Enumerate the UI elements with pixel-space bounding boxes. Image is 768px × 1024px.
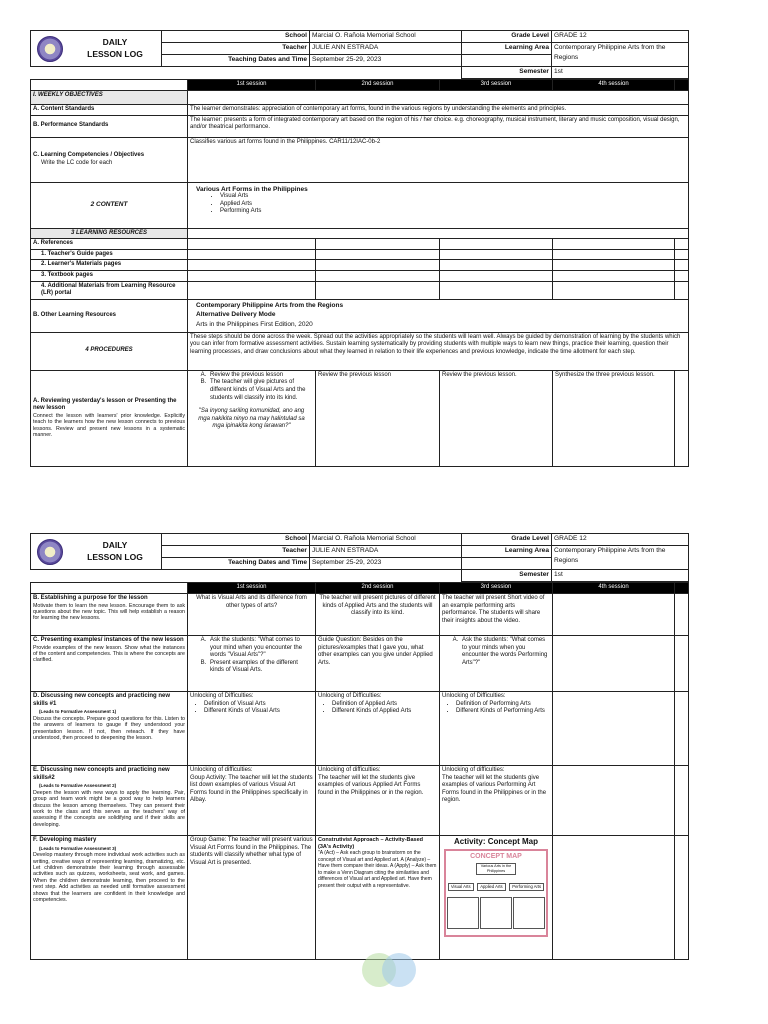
examples-cell: [31, 636, 188, 692]
reviewing-s1-quote: "Sa inyong sariling komunidad, ano ang mga nakikita ninyo na may halintulad sa mga ipinakita kong larawan?": [198, 408, 305, 430]
semester-label: Semester: [462, 570, 552, 582]
semester-value: 1st: [552, 67, 689, 79]
session-1-header: 1st session: [188, 583, 316, 594]
discuss2-desc: Deepen the lesson with new ways to apply the learning. Pair, group and team work might be a good way to help learners discuss the lesson among themselves. They can present their work to the class and this serves as the teachers' way of assessing if the concepts are solidifying and if their skills are developing.: [33, 789, 185, 828]
mastery-session-2: [316, 836, 440, 960]
discuss2-label: E. Discussing new concepts and practicing new skills#2: [33, 767, 170, 781]
mastery-session-1: Group Game: The teacher will present various Visual Art Forms found in the Philippines. The students will classify whether what type of Visual Art is presented.: [188, 836, 316, 960]
other-resource-1: Contemporary Philippine Arts from the Regions: [196, 301, 344, 309]
discuss2-session-1: [188, 766, 316, 836]
discuss1-s3-item: • Definition of Performing Arts: [456, 701, 550, 709]
reviewing-session-2: Review the previous lesson: [316, 370, 440, 466]
dates-label: Teaching Dates and Time: [162, 55, 310, 67]
concept-map-title: CONCEPT MAP: [470, 853, 522, 860]
semester-label: Semester: [462, 67, 552, 79]
ref-lm-label: 2. Learner's Materials pages: [31, 260, 188, 271]
session-1-header: 1st session: [188, 80, 316, 91]
mastery-session-3: [440, 836, 553, 960]
weekly-objectives-heading: I. WEEKLY OBJECTIVES: [31, 91, 188, 105]
other-resource-3: Arts in the Philippines First Edition, 2020: [196, 320, 313, 328]
reviewing-label: A. Reviewing yesterday's lesson or Presenting the new lesson: [33, 397, 177, 412]
concept-box: [480, 897, 512, 929]
dates-label: Teaching Dates and Time: [162, 558, 310, 570]
header-table: [30, 30, 689, 79]
references-label: A. References: [31, 239, 188, 250]
concept-box: [513, 897, 545, 929]
discuss2-s1-text: Goup Activity: The teacher will let the students list down examples of various Visual Art Forms found in the Philippines specifically in Albay.: [190, 774, 313, 804]
mastery-desc: Develop mastery through more individual work activities such as writing, creative ways of representing learning, dramatizing, etc. Let children demonstrate their learning through assessable activities such as quizzes, worksheets, seat work, and games. When the children demonstrate learning, then proceed to the next step. Add activities as needed until formative assessment shows that the learners are confident in their knowledge and competencies.: [33, 852, 185, 904]
procedures-label: 4 PROCEDURES: [31, 332, 188, 370]
discuss1-session-3: [440, 692, 553, 766]
discuss1-s1-item: • Different Kinds of Visual Arts: [204, 708, 313, 716]
concept-node: Applied Arts: [477, 883, 505, 891]
title-line1: DAILY: [102, 36, 128, 47]
examples-desc: Provide examples of the new lesson. Show what the instances of the content and competencies. This is where the concepts are clarified.: [33, 644, 185, 664]
purpose-session-1: What is Visual Arts and its difference from other types of arts?: [188, 594, 316, 636]
ref-lr-label: 4. Additional Materials from Learning Resource (LR) portal: [31, 281, 188, 299]
discuss2-s3-head: Unlocking of difficulties:: [442, 767, 505, 773]
teacher-value: JULIE ANN ESTRADA: [310, 43, 462, 55]
school-value: Marcial O. Rañola Memorial School: [310, 31, 462, 43]
title-line2: LESSON LOG: [87, 48, 143, 59]
session-2-header: 2nd session: [316, 80, 440, 91]
discuss2-sub: (Leads to Formative Assessment 2): [39, 783, 117, 789]
content-title: Various Art Forms in the Philippines: [196, 185, 308, 193]
learning-resources-heading: 3 LEARNING RESOURCES: [31, 228, 188, 239]
content-standards-label: A. Content Standards: [31, 105, 188, 116]
title-line1: DAILY: [102, 539, 128, 550]
semester-value: 1st: [552, 570, 689, 582]
blue-circle-icon: [382, 953, 416, 987]
performance-standards-label: B. Performance Standards: [31, 115, 188, 137]
concept-map-center: Various Arts in the Philippines: [476, 863, 516, 875]
teacher-value: JULIE ANN ESTRADA: [310, 546, 462, 558]
other-resources-label: B. Other Learning Resources: [31, 299, 188, 332]
concept-node: Visual Arts: [448, 883, 474, 891]
teacher-label: Teacher: [162, 546, 310, 558]
session-4-header: 4th session: [553, 583, 675, 594]
session-2-header: 2nd session: [316, 583, 440, 594]
dates-value: September 25-29, 2023: [310, 55, 462, 67]
discuss2-s2-head: Unlocking of difficulties:: [318, 767, 381, 773]
area-label: Learning Area: [462, 43, 552, 55]
discuss1-s3-item: • Different Kinds of Performing Arts: [456, 708, 550, 716]
reviewing-session-1: [188, 370, 316, 466]
discuss1-s2-item: • Definition of Applied Arts: [332, 701, 437, 709]
header-logo-cell: [31, 31, 162, 67]
session-3-header: 3rd session: [440, 80, 553, 91]
discuss1-session-1: [188, 692, 316, 766]
discuss1-s2-item: • Different Kinds of Applied Arts: [332, 708, 437, 716]
discuss2-cell: [31, 766, 188, 836]
mastery-s3-title: Activity: Concept Map: [453, 837, 538, 846]
grade-label: Grade Level: [462, 534, 552, 546]
other-resource-2: Alternative Delivery Mode: [196, 311, 276, 319]
examples-label: C. Presenting examples/ instances of the new lesson: [33, 637, 184, 643]
discuss1-s3-head: Unlocking of Difficulties:: [442, 693, 506, 699]
examples-s1-a: A. Ask the students: "What comes to your mind when you encounter the words "Visual Arts"?": [208, 637, 313, 660]
discuss2-session-2: [316, 766, 440, 836]
reviewing-session-4: Synthesize the three previous lesson.: [553, 370, 675, 466]
competencies-sub: Write the LC code for each: [41, 159, 113, 166]
school-seal-icon: [37, 36, 63, 62]
school-seal-icon: [37, 539, 63, 565]
purpose-desc: Motivate them to learn the new lesson. Encourage them to ask questions about the new topic. This will help establish a reason for learning the new lessons.: [33, 602, 185, 622]
competencies-cell: [31, 137, 188, 182]
concept-node: Performing Arts: [509, 883, 544, 891]
procedures-text: These steps should be done across the week. Spread out the activities appropriately so the students will learn well. Always be guided by demonstration of learning by the students which you can infer from formative assessment activities. Sustain learning systematically by providing students with multiple ways to learn new things, practice their learning, question their learning processes, and draw conclusions about what they learned in relation to their life experiences and previous knowledge, indicate the time allotment for each step.: [188, 332, 689, 370]
examples-session-1: [188, 636, 316, 692]
purpose-session-3: The teacher will present Short video of an example performing arts performance. The students will share their insights about the video.: [440, 594, 553, 636]
area-value: Contemporary Philippine Arts from the Regions: [552, 43, 689, 67]
reviewing-desc: Connect the lesson with learners' prior knowledge. Explicitly teach to the learners how the new lesson connects to previous lessons. Review and present new lessons in a systematic manner.: [33, 413, 185, 439]
performance-standards-text: The learner: presents a form of integrated contemporary art based on the region of his / her choice. e.g. choreography, musical instrument, literary and music composition, visual design, and/or theatrical performance.: [188, 115, 689, 137]
ref-tg-label: 1. Teacher's Guide pages: [31, 249, 188, 260]
school-label: School: [162, 534, 310, 546]
examples-s3-a: A. Ask the students: "What comes to your minds when you encounter the words Performing Arts"?": [460, 637, 550, 667]
reviewing-cell: [31, 370, 188, 466]
discuss1-session-2: [316, 692, 440, 766]
reviewing-session-3: Review the previous lesson.: [440, 370, 553, 466]
discuss2-s2-text: The teacher will let the students give examples of various Applied Art Forms found in the Philippines or in the region.: [318, 774, 424, 796]
content-standards-text: The learner demonstrates: appreciation of contemporary art forms, found in the various regions by understanding the elements and principles.: [188, 105, 689, 116]
concept-box: [447, 897, 479, 929]
purpose-session-2: The teacher will present pictures of different kinds of Applied Arts and the students will classify into its kind.: [316, 594, 440, 636]
lesson-log-page-1: [30, 30, 688, 467]
grade-value: GRADE 12: [552, 534, 689, 546]
competencies-text: Classifies various art forms found in the Philippines. CAR11/12IAC-0b-2: [188, 137, 689, 182]
decorative-circles: [360, 951, 420, 989]
purpose-label: B. Establishing a purpose for the lesson: [33, 595, 148, 601]
discuss1-sub: (Leads to Formative Assessment 1): [39, 709, 117, 715]
title-line2: LESSON LOG: [87, 551, 143, 562]
lesson-table-2: [30, 582, 689, 960]
lesson-log-page-2: [30, 533, 688, 960]
dates-value: September 25-29, 2023: [310, 558, 462, 570]
discuss1-label: D. Discussing new concepts and practicing new skills #1: [33, 693, 171, 707]
mastery-s2-text: "A (Act) – Ask each group to brainstorm on the concept of Visual art and Applied art. A (Analyze) – Have them compare their ideas. A (Apply) – Ask them to make a Venn Diagram citing the similarities and differences of Visual art and Applied art. Have them present their output with a representative.: [318, 850, 437, 889]
content-item: • Performing Arts: [220, 208, 686, 216]
concept-map: [444, 849, 548, 937]
content-item: • Visual Arts: [220, 193, 686, 201]
session-4-header: 4th session: [553, 80, 675, 91]
teacher-label: Teacher: [162, 43, 310, 55]
discuss1-cell: [31, 692, 188, 766]
session-3-header: 3rd session: [440, 583, 553, 594]
header-table-2: [30, 533, 689, 582]
discuss1-s1-item: • Definition of Visual Arts: [204, 701, 313, 709]
other-resources-cell: [188, 299, 689, 332]
school-label: School: [162, 31, 310, 43]
examples-session-2: Guide Question: Besides on the pictures/examples that I gave you, what other examples can you give under Applied Arts.: [316, 636, 440, 692]
grade-label: Grade Level: [462, 31, 552, 43]
purpose-cell: [31, 594, 188, 636]
discuss1-desc: Discuss the concepts. Prepare good questions for this. Listen to the answers of learners to gauge if they understood your presentation lesson. If not, then reteach. If they have understood, then proceed to deepening the lesson.: [33, 715, 185, 741]
grade-value: GRADE 12: [552, 31, 689, 43]
discuss1-s1-head: Unlocking of Difficulties:: [190, 693, 254, 699]
discuss2-session-3: [440, 766, 553, 836]
mastery-s2-title: Construtivist Approach – Activity-Based (3A's Activity): [318, 837, 424, 850]
mastery-label: F. Developing mastery: [33, 837, 97, 843]
mastery-cell: [31, 836, 188, 960]
mastery-sub: (Leads to Formative Assessment 3): [39, 845, 117, 851]
content-label: 2 CONTENT: [31, 182, 188, 228]
area-value: Contemporary Philippine Arts from the Regions: [552, 546, 689, 570]
discuss2-s1-head: Unlocking of difficulties:: [190, 767, 253, 773]
examples-s1-b: B. Present examples of the different kinds of Visual Arts.: [208, 660, 313, 675]
header-logo-cell: [31, 534, 162, 570]
discuss2-s3-text: The teacher will let the students give examples of various Performing Art Forms found in the Philippines or in the region.: [442, 774, 547, 804]
discuss1-s2-head: Unlocking of Difficulties:: [318, 693, 382, 699]
ref-textbook-label: 3. Textbook pages: [31, 270, 188, 281]
competencies-label: C. Learning Competencies / Objectives: [33, 152, 145, 158]
content-cell: [188, 182, 689, 228]
area-label: Learning Area: [462, 546, 552, 558]
lesson-table-1: [30, 79, 689, 467]
reviewing-s1-b: B. The teacher will give pictures of different kinds of Visual Arts and the students will classify into its kind.: [208, 379, 313, 402]
reviewing-s1-a: A. Review the previous lesson: [208, 372, 313, 380]
examples-session-3: [440, 636, 553, 692]
school-value: Marcial O. Rañola Memorial School: [310, 534, 462, 546]
content-item: • Applied Arts: [220, 201, 686, 209]
